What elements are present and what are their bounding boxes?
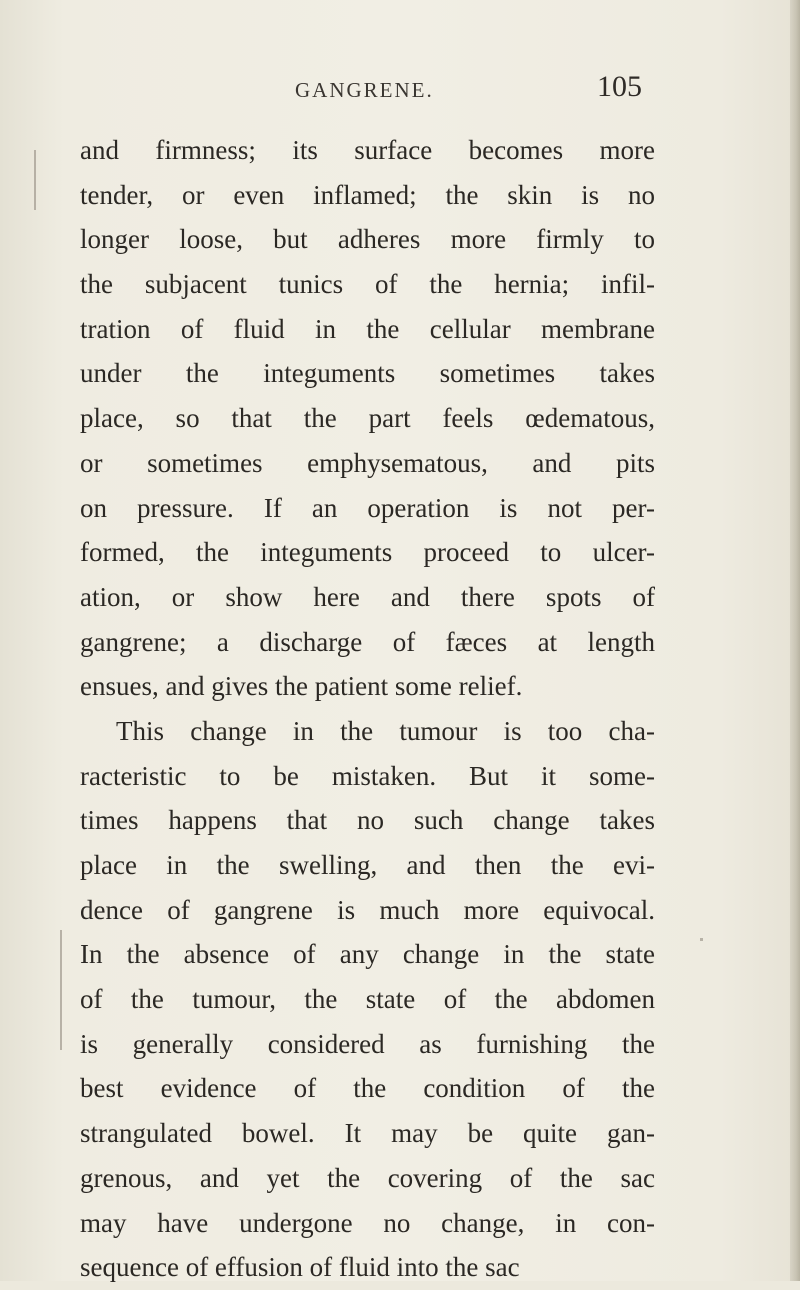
text-line: the subjacent tunics of the hernia; infil- — [80, 269, 655, 300]
text-line: is generally considered as furnishing the — [80, 1028, 655, 1059]
text-line: formed, the integuments proceed to ulcer- — [80, 537, 655, 568]
text-line: may have undergone no change, in con- — [80, 1207, 655, 1238]
text-line: This change in the tumour is too cha- — [116, 715, 655, 746]
text-line: gangrene; a discharge of fæces at length — [80, 626, 655, 657]
running-head: GANGRENE. — [295, 78, 434, 102]
text-line: best evidence of the condition of the — [80, 1073, 655, 1104]
text-line: ation, or show here and there spots of — [80, 581, 655, 612]
text-line: times happens that no such change takes — [80, 805, 655, 836]
body-text — [80, 128, 655, 1290]
text-line: strangulated bowel. It may be quite gan- — [80, 1118, 655, 1149]
page-stain — [34, 150, 36, 210]
text-line: tender, or even inflamed; the skin is no — [80, 179, 655, 210]
text-line: and firmness; its surface becomes more — [80, 135, 655, 165]
text-line: ensues, and gives the patient some relief. — [80, 671, 523, 702]
text-line: In the absence of any change in the state — [80, 939, 655, 970]
text-line: dence of gangrene is much more equivocal. — [80, 894, 655, 925]
text-line: sequence of effusion of fluid into the sac — [80, 1252, 520, 1283]
text-line: tration of fluid in the cellular membrane — [80, 313, 655, 344]
text-line: longer loose, but adheres more firmly to — [80, 224, 655, 255]
text-line: on pressure. If an operation is not per- — [80, 492, 655, 523]
text-line: place, so that the part feels œdematous, — [80, 403, 655, 434]
text-line: of the tumour, the state of the abdomen — [80, 984, 655, 1015]
text-line: or sometimes emphysematous, and pits — [80, 447, 655, 478]
page-number: 105 — [597, 70, 642, 103]
page-header — [80, 70, 650, 110]
text-line: grenous, and yet the covering of the sac — [80, 1162, 655, 1193]
text-line: under the integuments sometimes takes — [80, 358, 655, 389]
page-edge — [790, 0, 800, 1281]
page-stain — [60, 930, 62, 1050]
text-line: racteristic to be mistaken. But it some- — [80, 760, 655, 791]
page-stain — [700, 938, 703, 941]
text-line: place in the swelling, and then the evi- — [80, 850, 655, 880]
